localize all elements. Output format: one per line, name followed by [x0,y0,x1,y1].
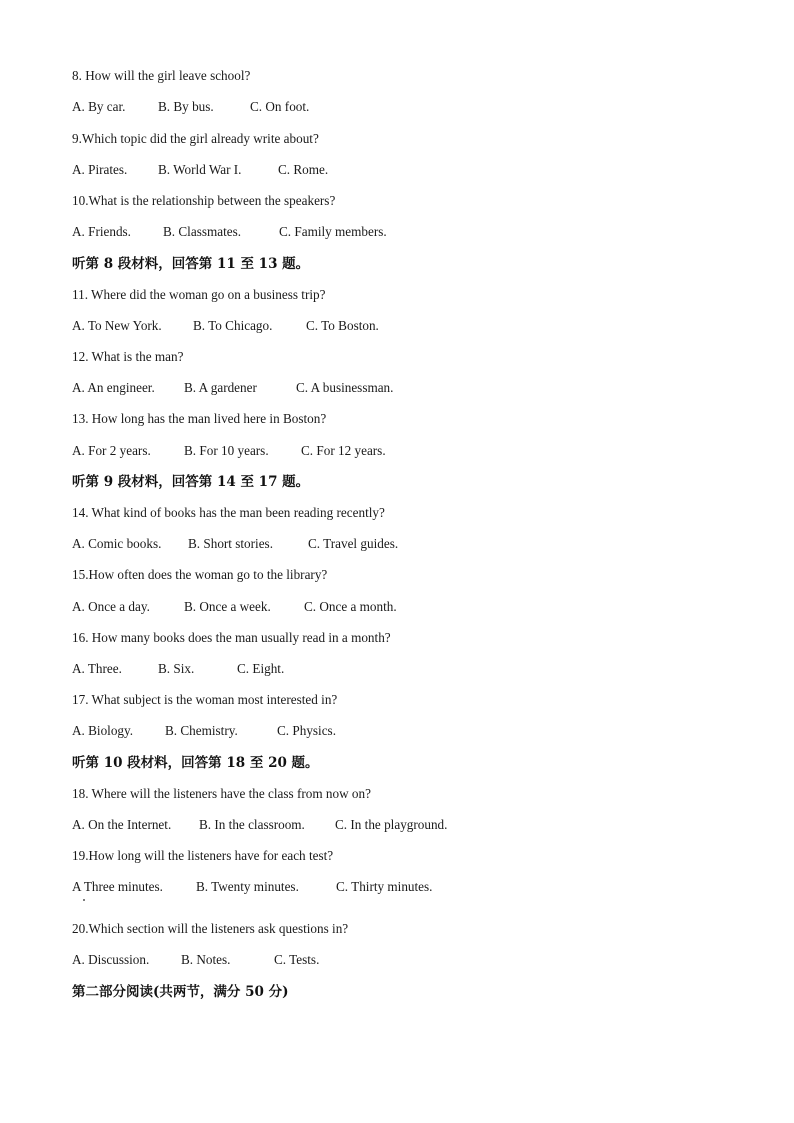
question-11: 11. Where did the woman go on a business trip? [72,287,326,302]
option-b: B. Chemistry. [165,723,238,738]
option-b: B. Six. [158,661,195,676]
option-c: C. Once a month. [304,599,397,614]
section-heading-10: 听第 10 段材料，回答第 18 至 20 题。 [72,755,319,771]
option-c: C. To Boston. [306,318,379,333]
option-c: C. A businessman. [296,380,394,395]
option-c: C. Eight. [237,661,285,676]
option-a: A. An engineer. [72,380,155,395]
option-c: C. On foot. [250,99,310,114]
options-10 [72,224,387,240]
option-a: A. Biology. [72,723,134,738]
option-c: C. In the playground. [335,817,448,832]
question-8: 8. How will the girl leave school? [72,68,251,83]
option-a: A. Friends. [72,224,131,239]
options-9 [72,162,328,178]
options-13 [72,443,386,459]
question-16: 16. How many books does the man usually read in a month? [72,630,391,645]
option-a: A. For 2 years. [72,443,151,458]
option-c: C. Rome. [278,162,329,177]
option-b: B. World War I. [158,162,242,177]
section-heading-8: 听第 8 段材料，回答第 11 至 13 题。 [72,256,310,272]
question-17: 17. What subject is the woman most interested in? [72,692,338,707]
question-13: 13. How long has the man lived here in Boston? [72,411,327,426]
option-b: B. Twenty minutes. [196,879,299,894]
question-18: 18. Where will the listeners have the class from now on? [72,786,371,801]
option-a: A. By car. [72,99,126,114]
option-a: A. Once a day. [72,599,150,614]
option-b: B. To Chicago. [193,318,273,333]
option-c: C. Thirty minutes. [336,879,433,894]
option-a: A. To New York. [72,318,162,333]
option-b: B. By bus. [158,99,214,114]
option-c: C. Tests. [274,952,320,967]
section-heading-9: 听第 9 段材料，回答第 14 至 17 题。 [72,474,310,490]
option-c: C. Physics. [277,723,336,738]
options-18 [72,817,447,833]
option-c: C. Family members. [279,224,387,239]
option-c: C. For 12 years. [301,443,386,458]
option-b: B. For 10 years. [184,443,269,458]
question-10: 10.What is the relationship between the speakers? [72,193,336,208]
question-14: 14. What kind of books has the man been reading recently? [72,505,385,520]
option-b: B. Classmates. [163,224,242,239]
question-20: 20.Which section will the listeners ask questions in? [72,921,349,936]
options-15 [72,599,397,615]
option-c: C. Travel guides. [308,536,399,551]
option-b: B. Once a week. [184,599,271,614]
options-19 [72,879,432,895]
part-two-heading: 第二部分阅读(共两节，满分 50 分) [72,984,289,1000]
options-8 [72,99,309,115]
options-14 [72,536,398,552]
option-a: A. Comic books. [72,536,162,551]
question-12: 12. What is the man? [72,349,184,364]
question-9: 9.Which topic did the girl already write about? [72,131,319,146]
option-b: B. A gardener [184,380,257,395]
option-b: B. In the classroom. [199,817,305,832]
question-15: 15.How often does the woman go to the library? [72,567,328,582]
option-b: B. Notes. [181,952,231,967]
option-a: A. Three. [72,661,122,676]
options-12 [72,380,393,396]
option-b: B. Short stories. [188,536,273,551]
options-16 [72,661,284,677]
options-17 [72,723,336,739]
option-a: A. Discussion. [72,952,150,967]
question-19: 19.How long will the listeners have for each test? [72,848,334,863]
option-a: A. Pirates. [72,162,128,177]
option-a: A Three minutes. [72,879,163,894]
options-20 [72,952,319,968]
stray-mark [83,899,85,901]
options-11 [72,318,379,334]
option-a: A. On the Internet. [72,817,172,832]
